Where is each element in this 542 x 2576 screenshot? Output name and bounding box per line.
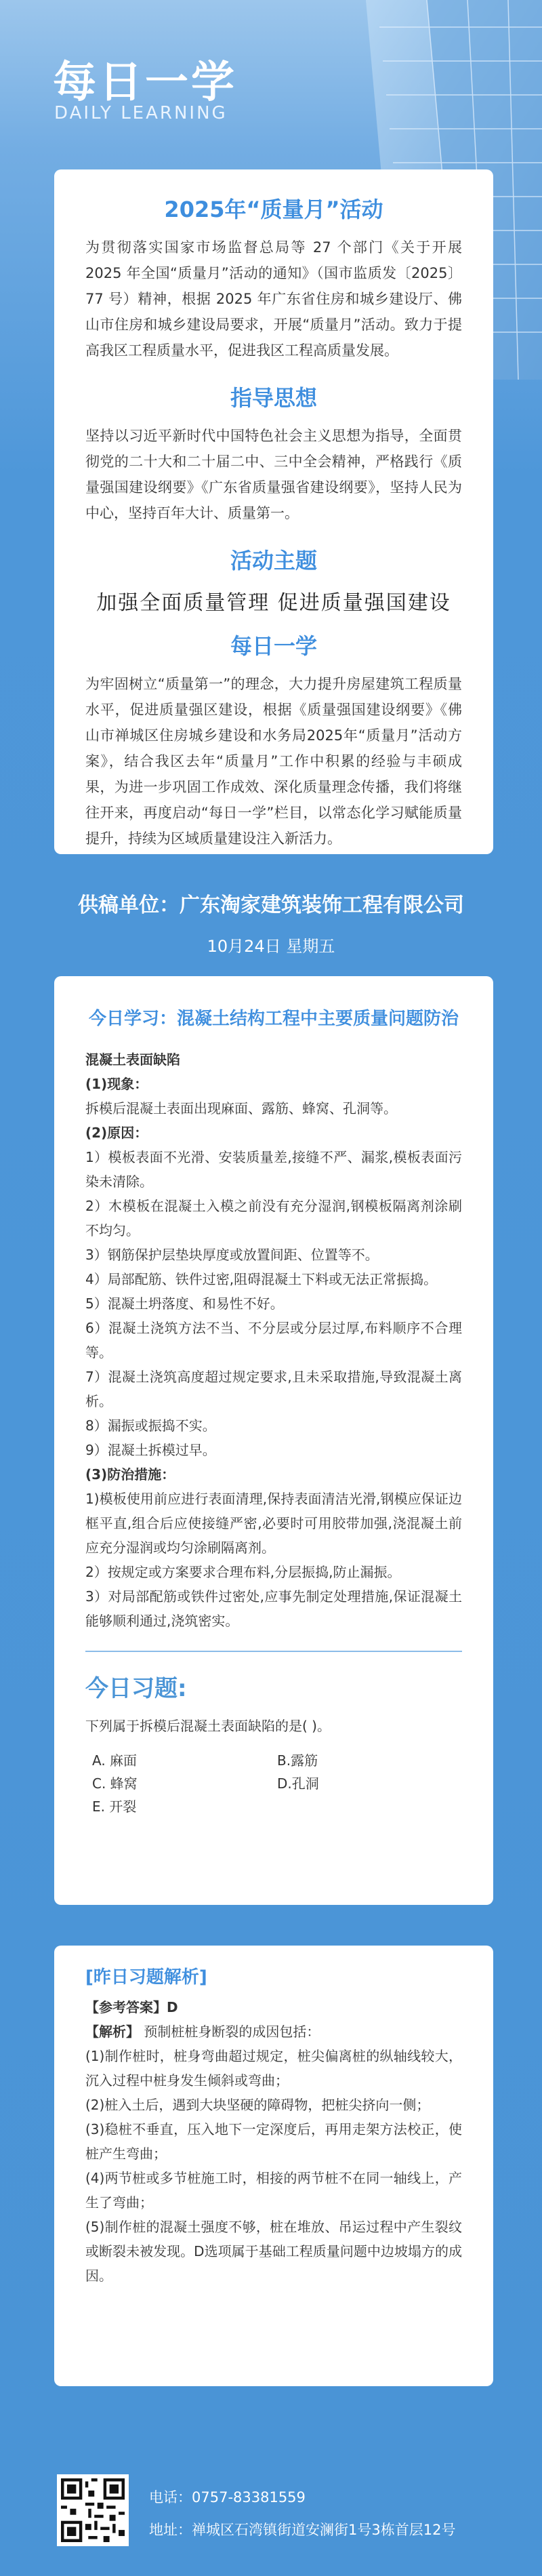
analysis-label: 【解析】 [85,2024,140,2040]
phenomenon-text: 拆模后混凝土表面出现麻面、露筋、蜂窝、孔洞等。 [85,1100,397,1116]
lesson-card [54,976,493,1905]
analysis-item: (5)制作桩的混凝土强度不够，桩在堆放、吊运过程中产生裂纹或断裂未被发现。D选项属于基础工程质量问题中边坡塌方的成因。 [85,2219,462,2284]
quiz-options [85,1749,462,1818]
answer-key: 【参考答案】D [85,1999,178,2015]
quiz-option-d: D.孔洞 [277,1775,319,1792]
quiz-option-a: A. 麻面 [92,1752,138,1769]
answer-card [54,1946,493,2386]
analysis-item: (1)制作桩时，桩身弯曲超过规定，桩尖偏离桩的纵轴线较大，沉入过程中桩身发生倾斜或弯曲； [85,2048,462,2089]
cause-item: 9）混凝土拆模过早。 [85,1442,216,1458]
intro-title: 2025年“质量月”活动 [164,197,383,222]
footer-address: 地址：禅城区石湾镇街道安澜街1号3栋首层12号 [149,2522,456,2538]
measure-item: 2）按规定或方案要求合理布料,分层振捣,防止漏振。 [85,1564,401,1580]
header-subtitle: DAILY LEARNING [54,103,228,123]
footer [0,2474,542,2576]
lesson-heading: 混凝土表面缺陷 [85,1051,180,1068]
cause-item: 8）漏振或振捣不实。 [85,1417,216,1434]
cause-item: 2）木模板在混凝土入模之前没有充分湿润,钢模板隔离剂涂刷不均匀。 [85,1198,462,1239]
quiz-option-c: C. 蜂窝 [92,1775,138,1792]
supplier-unit: 供稿单位：广东淘家建筑装饰工程有限公司 [78,893,464,917]
lesson-title: 今日学习：混凝土结构工程中主要质量问题防治 [88,1009,459,1029]
analysis-item: (3)稳桩不垂直，压入地下一定深度后，再用走架方法校正，使桩产生弯曲； [85,2121,462,2162]
daily-title: 每日一学 [230,633,317,659]
measure-item: 1)模板使用前应进行表面清理,保持表面清洁光滑,钢模应保证边框平直,组合后应使接缝严密,必要时可用胶带加强,浇混凝土前应充分湿润或均匀涂刷隔离剂。 [85,1491,462,1556]
cause-item: 7）混凝土浇筑高度超过规定要求,且未采取措施,导致混凝土离析。 [85,1369,462,1409]
phenomenon-label: (1)现象： [85,1076,148,1092]
footer-phone: 电话：0757-83381559 [149,2489,306,2505]
cause-item: 4）局部配筋、铁件过密,阻碍混凝土下料或无法正常振捣。 [85,1271,438,1287]
supplier-date: 10月24日 星期五 [207,937,335,956]
intro-body: 为贯彻落实国家市场监督总局等 27 个部门《关于开展 2025 年全国“质量月”活动的通知》（国市监质发〔2025〕77 号）精神，根据 2025 年广东省住房和城乡建设厅、佛山市住房和城乡建设局要求，开展“质量月”活动。致力于提高我区工程质量水平，促进我区工程高质量发展。 [85,239,462,359]
supplier-block [0,888,542,957]
guide-title: 指导思想 [230,385,317,411]
measure-label: (3)防治措施： [85,1466,175,1483]
cause-label: (2)原因： [85,1125,148,1141]
quiz-question: 下列属于拆模后混凝土表面缺陷的是( )。 [85,1718,331,1734]
cause-item: 3）钢筋保护层垫块厚度或放置间距、位置等不。 [85,1247,379,1263]
intro-card [54,169,493,854]
analysis-item: (2)桩入土后，遇到大块坚硬的障碍物，把桩尖挤向一侧； [85,2097,430,2113]
guide-body: 坚持以习近平新时代中国特色社会主义思想为指导，全面贯彻党的二十大和二十届二中、三中全会精神，严格践行《质量强国建设纲要》《广东省质量强省建设纲要》，坚持人民为中心，坚持百年大计、质量第一。 [85,428,462,521]
divider [85,1651,462,1652]
cause-item: 6）混凝土浇筑方法不当、不分层或分层过厚,布料顺序不合理等。 [85,1320,462,1361]
daily-body: 为牢固树立“质量第一”的理念，大力提升房屋建筑工程质量水平，促进质量强区建设，根据《质量强国建设纲要》《佛山市禅城区住房城乡建设和水务局2025年“质量月”活动方案》，结合我区去年“质量月”工作中积累的经验与丰硕成果，为进一步巩固工作成效、深化质量理念传播，我们将继往开来，再度启动“每日一学”栏目，以常态化学习赋能质量提升，持续为区域质量建设注入新活力。 [85,676,462,847]
analysis-item: (4)两节桩或多节桩施工时，相接的两节桩不在同一轴线上，产生了弯曲； [85,2170,462,2211]
theme-slogan: 加强全面质量管理 促进质量强国建设 [96,591,451,615]
qr-code-icon [57,2474,129,2546]
answer-title: [昨日习题解析] [85,1967,207,1988]
answer-analysis [85,2019,462,2044]
theme-title: 活动主题 [230,548,317,573]
analysis-intro: 预制桩桩身断裂的成因包括： [144,2024,320,2040]
cause-item: 5）混凝土坍落度、和易性不好。 [85,1295,284,1312]
cause-item: 1）模板表面不光滑、安装质量差,接缝不严、漏浆,模板表面污染未清除。 [85,1149,462,1190]
quiz-option-b: B.露筋 [277,1752,318,1769]
quiz-title: 今日习题: [85,1675,187,1702]
header-title: 每日一学 [53,58,237,108]
quiz-option-e: E. 开裂 [92,1798,137,1815]
measure-item: 3）对局部配筋或铁件过密处,应事先制定处理措施,保证混凝土能够顺利通过,浇筑密实。 [85,1588,462,1629]
